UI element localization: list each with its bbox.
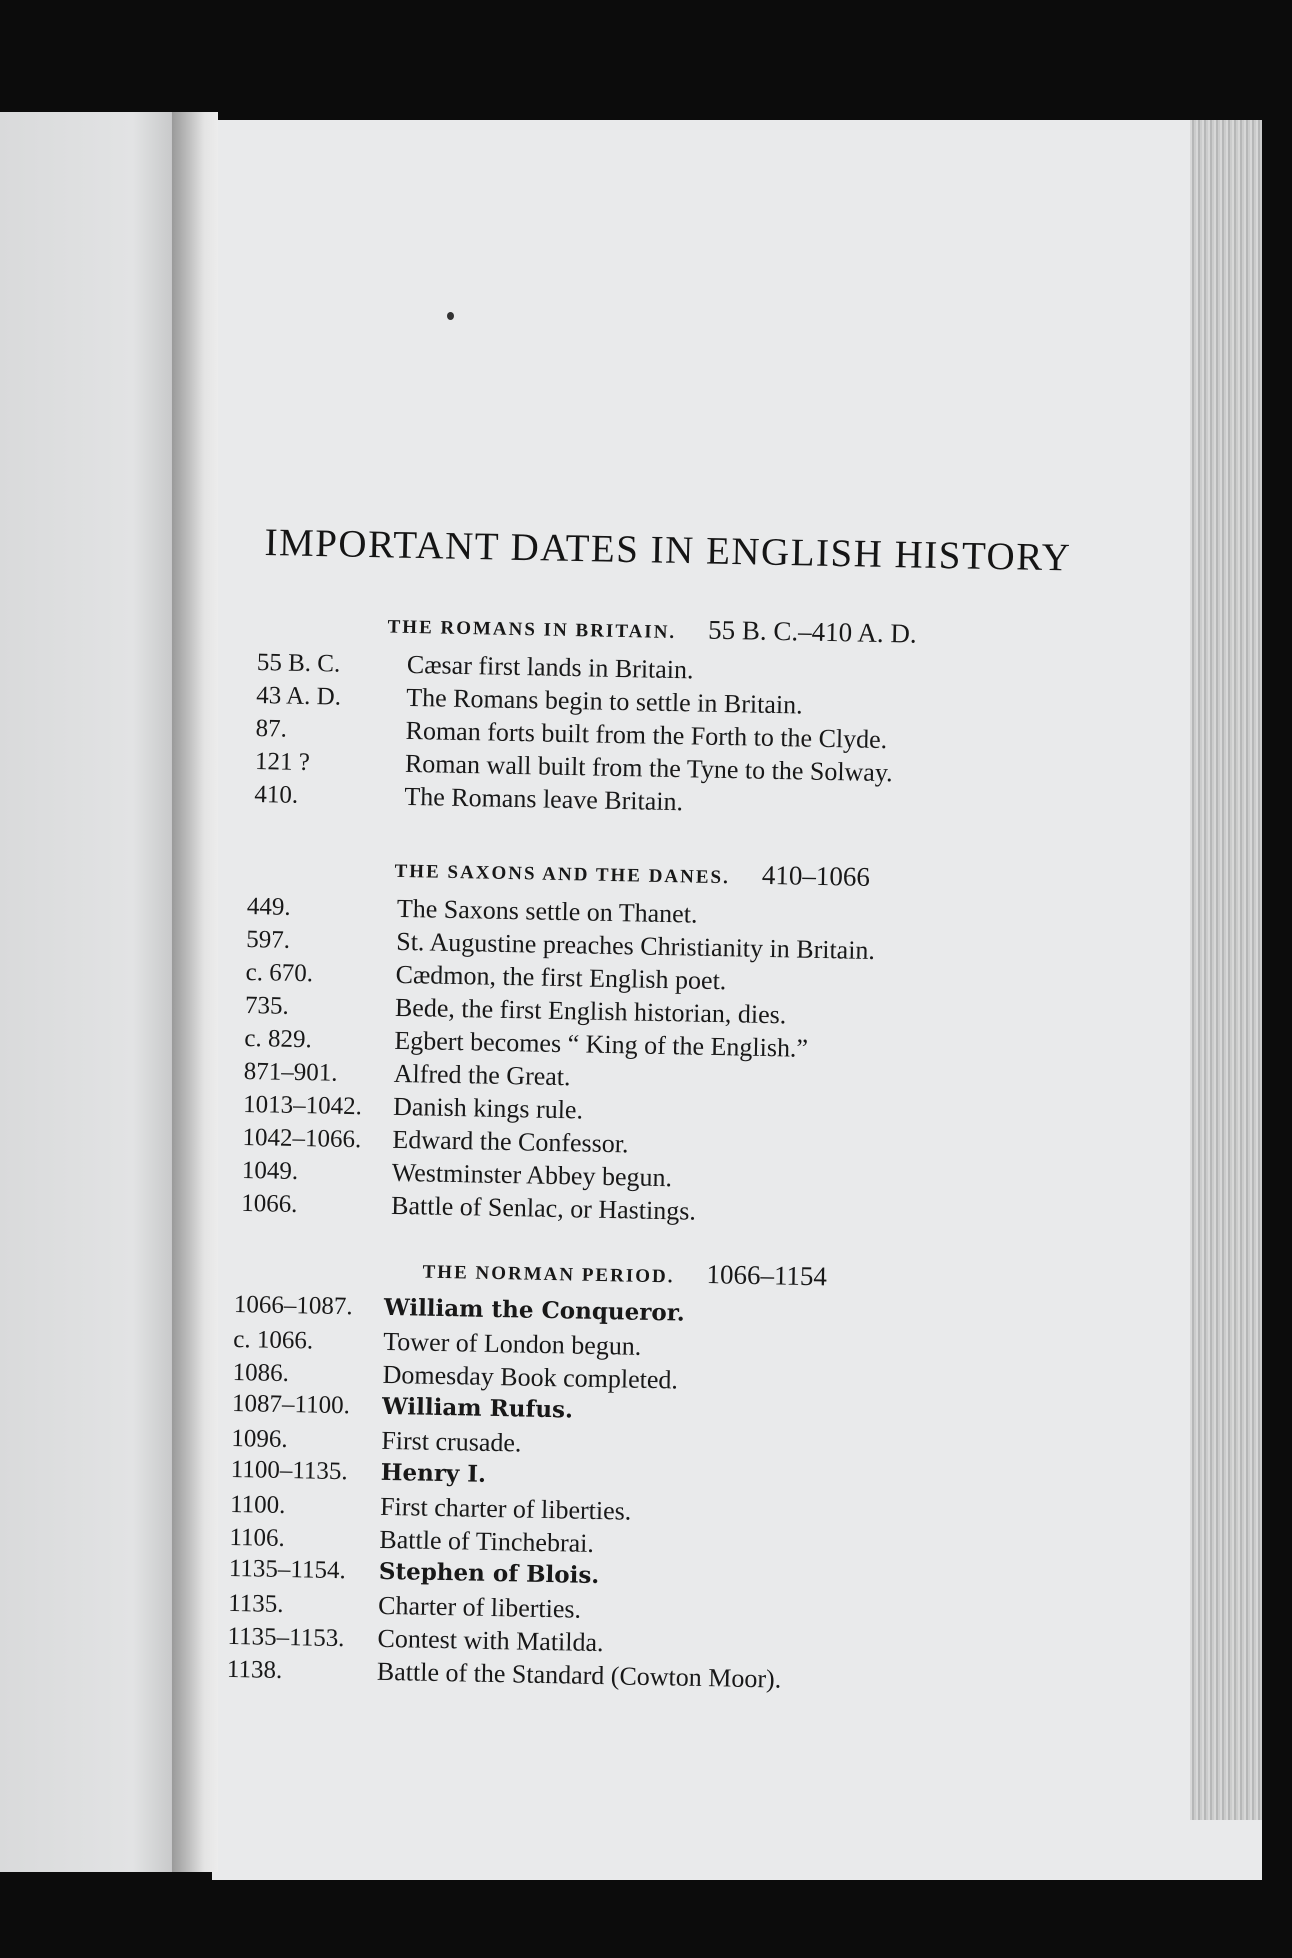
entry-event: Battle of Tinchebrai. [379,1524,595,1558]
page-title: IMPORTANT DATES IN ENGLISH HISTORY [264,520,1072,580]
entry-date: 1066–1087. [233,1290,353,1321]
entry-event: Contest with Matilda. [377,1623,604,1658]
period-range: 55 B. C.–410 A. D. [707,614,917,649]
entry-date: 1135–1154. [228,1554,347,1585]
entry-date: c. 1066. [233,1325,314,1355]
entry-event: Egbert becomes “ King of the English.” [394,1025,809,1063]
entry-list [254,647,1137,829]
entry-event: The Romans leave Britain. [404,781,684,817]
entry-date: 597. [246,925,291,954]
section-saxons [241,850,1128,1238]
entry-date: 871–901. [243,1057,338,1087]
entry-list [227,1291,1114,1704]
entry-date: 43 A. D. [256,681,342,711]
entry-event: The Romans begin to settle in Britain. [405,682,803,720]
section-romans [254,606,1138,829]
entry-date: 1138. [226,1655,283,1684]
entry-event: Domesday Book completed. [382,1359,679,1395]
entry-list [241,891,1127,1238]
entry-date: c. 829. [244,1024,312,1054]
entry-event: Roman forts built from the Forth to the Clyde. [405,715,888,755]
entry-date: 1100–1135. [230,1455,348,1486]
entry-event: Battle of Senlac, or Hastings. [390,1190,697,1226]
ink-spot [447,312,454,320]
entry-event: Edward the Confessor. [392,1124,629,1159]
entry-event: Stephen of Blois. [378,1557,600,1590]
entry-date: 87. [255,714,288,743]
entry-event: Charter of liberties. [377,1590,582,1624]
entry-date: 1066. [240,1189,298,1219]
entry-event: Battle of the Standard (Cowton Moor). [376,1656,782,1694]
entry-date: 410. [254,780,299,809]
entry-event: Roman wall built from the Tyne to the Solway. [404,748,893,788]
entry-event: The Saxons settle on Thanet. [396,893,698,929]
entry-event: Tower of London begun. [382,1326,642,1361]
period-title: THE SAXONS AND THE DANES. [394,860,731,889]
entry-event: Westminster Abbey begun. [391,1157,673,1193]
period-range: 410–1066 [761,859,871,892]
entry-date: 1135–1153. [227,1622,345,1653]
entry-date: 1087–1100. [231,1389,351,1420]
entry-event: Bede, the first English historian, dies. [394,992,787,1030]
book-gutter [172,112,218,1872]
entry-event: William Rufus. [381,1392,574,1424]
entry-date: 1106. [229,1523,286,1553]
entry-event: William the Conqueror. [383,1293,686,1327]
entry-date: 55 B. C. [256,648,341,678]
entry-event: Alfred the Great. [393,1058,571,1092]
entry-date: 1086. [232,1358,290,1388]
left-page [0,112,190,1872]
entry-event: Cæsar first lands in Britain. [406,649,694,685]
period-range: 1066–1154 [706,1259,828,1292]
section-norman [227,1250,1115,1704]
entry-date: 1100. [229,1490,286,1520]
entry-event: First charter of liberties. [379,1491,632,1526]
entry-date: c. 670. [245,958,314,988]
entry-date: 121 ? [254,747,311,777]
entry-event: Henry I. [380,1458,487,1488]
entry-date: 1096. [231,1424,288,1454]
entry-date: 1042–1066. [242,1123,362,1154]
period-title: THE NORMAN PERIOD. [422,1261,675,1288]
entry-date: 1135. [227,1589,284,1618]
entry-date: 1049. [241,1156,299,1186]
page-edge [1190,120,1262,1820]
entry-event: Cædmon, the first English poet. [395,959,727,996]
entry-event: First crusade. [381,1425,522,1458]
entry-event: Danish kings rule. [392,1091,584,1125]
period-title: THE ROMANS IN BRITAIN. [387,616,677,644]
entry-date: 1013–1042. [242,1090,363,1121]
entry-date: 449. [246,892,291,921]
entry-event: St. Augustine preaches Christianity in Britain. [395,926,876,966]
entry-date: 735. [244,991,290,1020]
